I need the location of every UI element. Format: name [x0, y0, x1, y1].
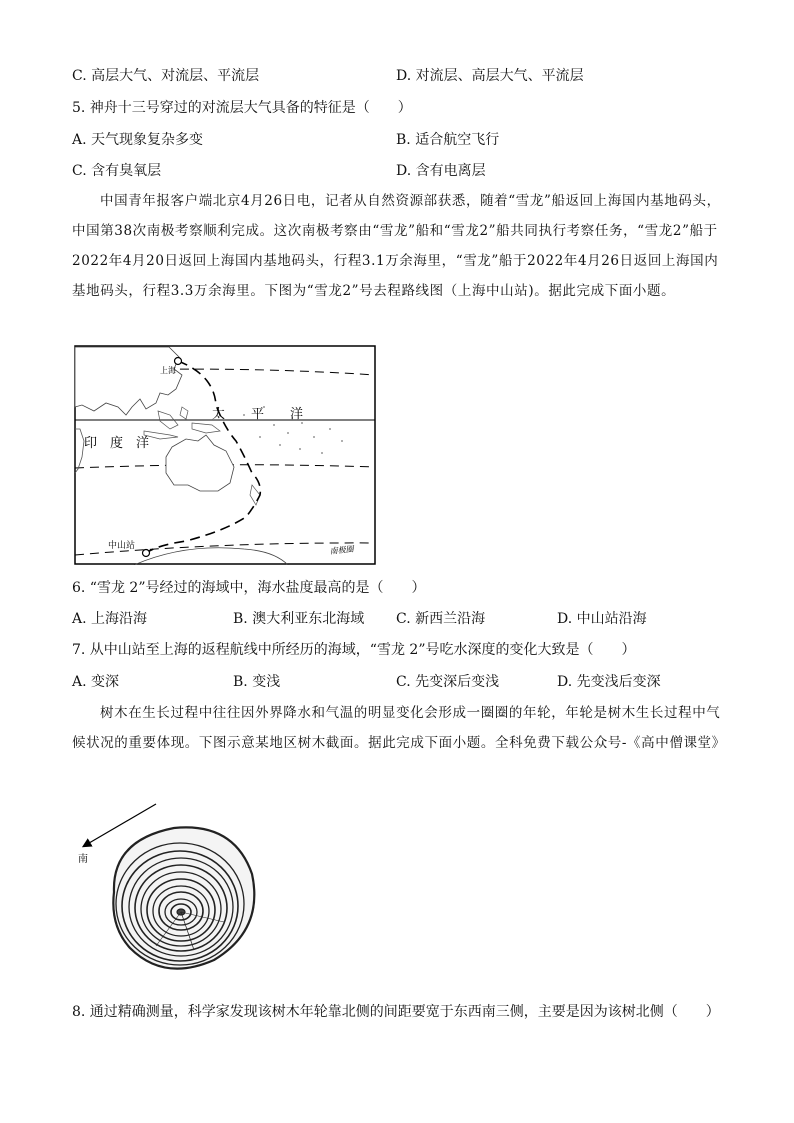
passage-xuelong: 中国青年报客户端北京4月26日电，记者从自然资源部获悉，随着“雪龙”船返回上海国内基地码头，中国第38次南极考察顺利完成。这次南极考察由“雪龙”船和“雪龙2”船共同执行考察任务，“雪龙2”船于2022年4月20日返回上海国内基地码头，行程3.1万余海里，“雪龙”船于2022年4月26日返回上海国内基地码头，行程3.3万余海里。下图为“雪龙2”号去程路线图（上海中山站)。据此完成下面小题。 [72, 193, 721, 299]
q4-option-d: D. 对流层、高层大气、平流层 [396, 68, 584, 84]
label-antarctic-circle: 南极圈 [329, 544, 355, 556]
tree-cross-section [74, 800, 264, 980]
q6-stem: 6. “雪龙 2”号经过的海域中，海水盐度最高的是（ ） [72, 580, 426, 596]
q7-stem: 7. 从中山站至上海的返程航线中所经历的海域，“雪龙 2”号吃水深度的变化大致是（ ） [72, 642, 636, 658]
passage-tree-rings: 树木在生长过程中往往因外界降水和气温的明显变化会形成一圈圈的年轮，年轮是树木生长过程中气候状况的重要体现。下图示意某地区树木截面。据此完成下面小题。全科免费下载公众号-《高中僧课堂》 [72, 705, 726, 751]
route-map [74, 345, 376, 565]
q7-option-b: B. 变浅 [233, 674, 281, 690]
q5-stem: 5. 神舟十三号穿过的对流层大气具备的特征是（ ） [72, 100, 412, 116]
label-south: 南 [78, 854, 88, 865]
q6-option-b: B. 澳大利亚东北海域 [233, 611, 365, 627]
zhongshan-marker [143, 550, 150, 557]
q6-option-a: A. 上海沿海 [72, 611, 148, 627]
label-pacific: 太 平 洋 [212, 407, 304, 422]
label-zhongshan: 中山站 [108, 541, 136, 551]
tree-rings [113, 827, 254, 968]
q7-option-a: A. 变深 [72, 674, 120, 690]
label-shanghai: 上海 [160, 366, 176, 375]
q4-option-c: C. 高层大气、对流层、平流层 [72, 68, 260, 84]
q6-option-c: C. 新西兰沿海 [396, 611, 486, 627]
q5-option-c: C. 含有臭氧层 [72, 163, 162, 179]
shanghai-marker [175, 358, 182, 365]
q5-option-a: A. 天气现象复杂多变 [72, 132, 204, 148]
label-indian: 印 度 洋 [84, 436, 150, 451]
q8-stem: 8. 通过精确测量，科学家发现该树木年轮靠北侧的间距要宽于东西南三侧，主要是因为该树北侧（ ） [72, 1004, 720, 1020]
q7-option-c: C. 先变深后变浅 [396, 674, 500, 690]
q5-option-b: B. 适合航空飞行 [396, 132, 500, 148]
q6-option-d: D. 中山站沿海 [557, 611, 647, 627]
q5-option-d: D. 含有电离层 [396, 163, 486, 179]
q7-option-d: D. 先变浅后变深 [557, 674, 661, 690]
